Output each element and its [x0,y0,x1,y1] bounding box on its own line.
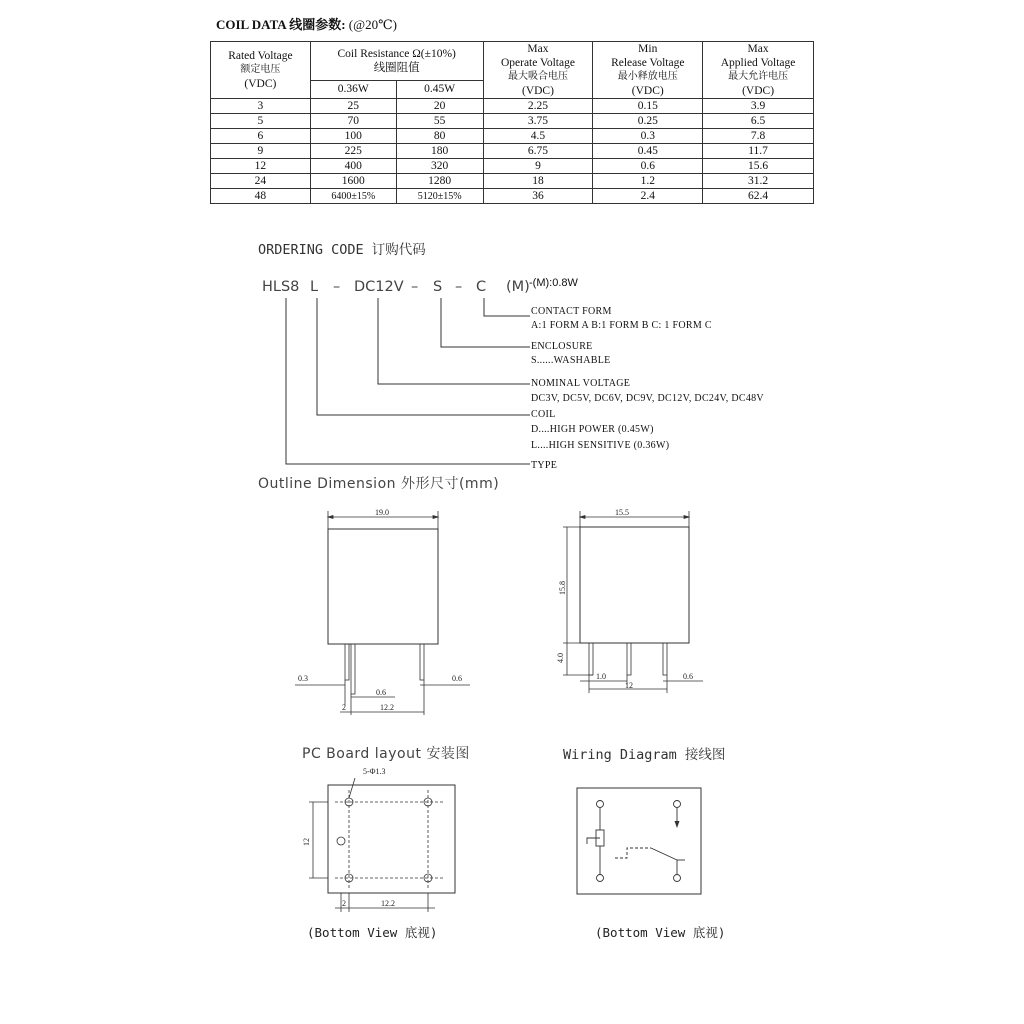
code-contact: C [476,279,487,295]
cell: 7.8 [703,129,814,144]
header-op-l2: Operate Voltage [500,57,575,69]
header-rated-unit: (VDC) [244,78,277,90]
cell: 320 [396,159,483,174]
cell: 400 [310,159,396,174]
header-res-036w: 0.36W [310,81,396,99]
pcb-span-label: 12.2 [381,899,395,908]
pcb-holes-label: 5-Φ1.3 [363,767,386,776]
code-dash-1: – [333,279,341,295]
coil-data-condition: (@20℃) [348,17,397,32]
front-pin-gap2-label: 0.6 [452,674,462,683]
side-pin-len-label: 4.0 [556,653,565,663]
cell: 9 [483,159,593,174]
side-width-label: 15.5 [615,508,629,517]
cell: 80 [396,129,483,144]
header-rel-cn: 最小释放电压 [617,71,678,82]
cell: 2.25 [483,99,593,114]
header-res-en: Coil Resistance Ω(±10%) [337,48,456,61]
header-rated-en: Rated Voltage [228,50,293,62]
cell: 48 [211,189,311,204]
cell: 31.2 [703,174,814,189]
cell: 5120±15% [396,189,483,204]
cell: 100 [310,129,396,144]
cell: 1280 [396,174,483,189]
cell: 6 [211,129,311,144]
cell: 62.4 [703,189,814,204]
code-dash-3: – [455,279,463,295]
cell: 12 [211,159,311,174]
pcb-height-label: 12 [302,838,311,846]
coil-data-title-bold: COIL DATA 线圈参数: [216,17,346,32]
cell: 3.9 [703,99,814,114]
cell: 0.3 [593,129,703,144]
header-rated-cn: 额定电压 [240,64,281,75]
header-op-l1: Max [527,43,549,55]
header-rel-unit: (VDC) [631,85,664,97]
header-app-l2: Applied Voltage [720,57,796,69]
cell: 6.5 [703,114,814,129]
cell: 4.5 [483,129,593,144]
type-label: TYPE [531,460,558,471]
contact-form-desc: A:1 FORM A B:1 FORM B C: 1 FORM C [531,320,712,331]
side-a-label: 1.0 [596,672,606,681]
cell: 5 [211,114,311,129]
cell: 6400±15% [310,189,396,204]
cell: 11.7 [703,144,814,159]
contact-form-label: CONTACT FORM [531,306,612,317]
cell: 6.75 [483,144,593,159]
cell: 180 [396,144,483,159]
header-app-cn: 最大允许电压 [728,71,789,82]
cell: 3 [211,99,311,114]
header-app-unit: (VDC) [742,85,775,97]
cell: 0.45 [593,144,703,159]
wiring-diagram-drawing [575,786,705,898]
outline-dimension-title: Outline Dimension 外形尺寸(mm) [258,476,500,492]
cell: 1600 [310,174,396,189]
cell: 0.15 [593,99,703,114]
header-res-045w: 0.45W [396,81,483,99]
cell: 2.4 [593,189,703,204]
ordering-code-title: ORDERING CODE 订购代码 [258,242,426,258]
cell: 15.6 [703,159,814,174]
code-voltage: DC12V [354,279,404,295]
code-dash-2: – [411,279,419,295]
coil-label: COIL [531,409,556,420]
front-pin-width-label: 0.3 [298,674,308,683]
enclosure-desc: S......WASHABLE [531,355,611,366]
header-op-cn: 最大吸合电压 [507,71,568,82]
wiring-caption: (Bottom View 底视) [595,925,726,940]
cell: 225 [310,144,396,159]
cell: 25 [310,99,396,114]
cell: 0.25 [593,114,703,129]
cell: 36 [483,189,593,204]
header-rel-l2: Release Voltage [611,57,685,69]
code-m: (M) [506,279,530,295]
cell: 1.2 [593,174,703,189]
cell: 24 [211,174,311,189]
pcb-caption: (Bottom View 底视) [307,925,438,940]
pcb-layout-drawing [295,760,465,920]
side-c-label: 0.6 [683,672,693,681]
code-enclosure: S [433,279,443,295]
code-coil: L [310,279,319,295]
front-offset-label: 2 [342,703,346,712]
pcb-layout-title: PC Board layout 安装图 [302,746,470,762]
cell: 3.75 [483,114,593,129]
cell: 55 [396,114,483,129]
cell: 70 [310,114,396,129]
side-height-label: 15.8 [558,581,567,595]
cell: 9 [211,144,311,159]
enclosure-label: ENCLOSURE [531,341,593,352]
cell: 20 [396,99,483,114]
header-app-l1: Max [747,43,769,55]
cell: 18 [483,174,593,189]
cell: 0.6 [593,159,703,174]
pcb-offset-label: 2 [342,899,346,908]
coil-desc-l: L....HIGH SENSITIVE (0.36W) [531,440,670,451]
nominal-voltage-label: NOMINAL VOLTAGE [531,378,631,389]
header-res-cn: 线圈阻值 [373,62,420,75]
front-width-label: 19.0 [375,508,389,517]
outline-side-view [545,505,705,700]
code-m-note: -(M):0.8W [529,277,578,289]
coil-desc-d: D....HIGH POWER (0.45W) [531,424,654,435]
header-rel-l1: Min [638,43,658,55]
outline-front-view [290,505,480,720]
wiring-diagram-title: Wiring Diagram 接线图 [563,747,726,763]
front-pin-gap-label: 0.6 [376,688,386,697]
code-type: HLS8 [262,279,300,295]
front-span-label: 12.2 [380,703,394,712]
side-b-label: 12 [625,681,633,690]
header-op-unit: (VDC) [521,85,554,97]
nominal-voltage-desc: DC3V, DC5V, DC6V, DC9V, DC12V, DC24V, DC48V [531,393,764,404]
